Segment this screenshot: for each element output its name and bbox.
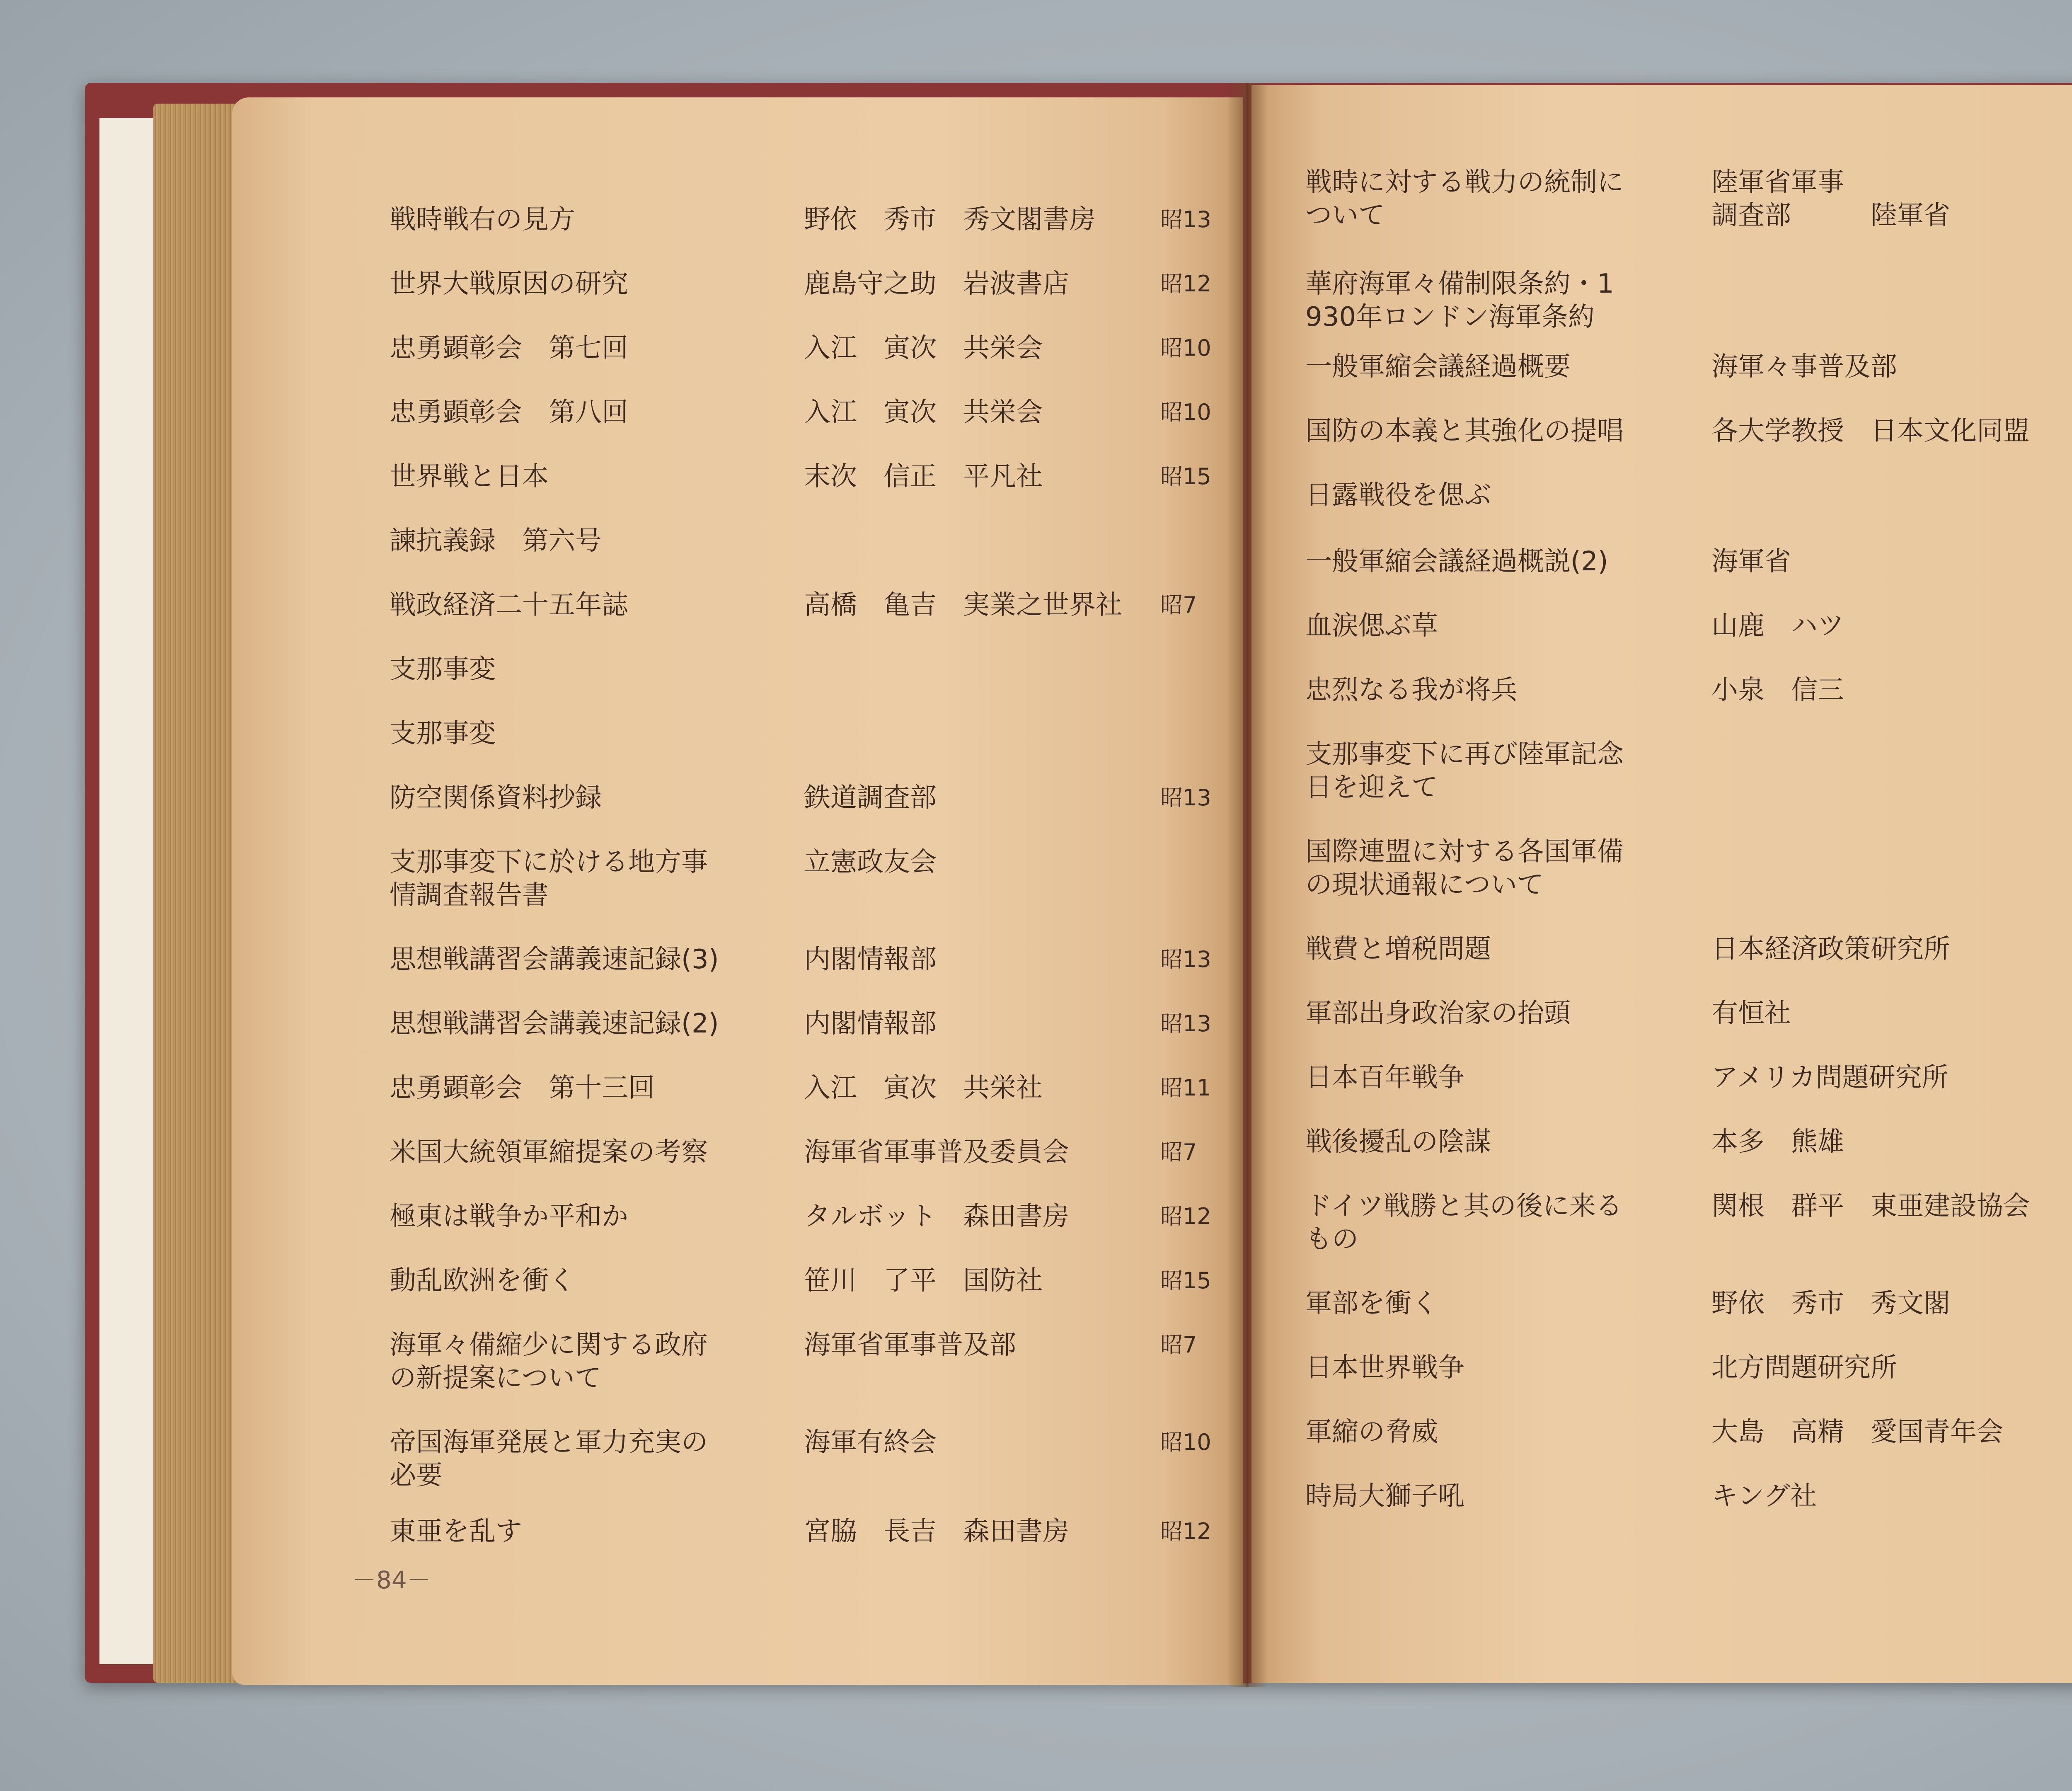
entry-author: 大島 高精 愛国青年会 (1711, 1417, 2003, 1447)
entry-title: 支那事変下に再び陸軍記念 日を迎えて (1305, 739, 1624, 803)
entry-title: 世界戦と日本 (390, 461, 549, 492)
entry-author: キング社 (1711, 1481, 1817, 1512)
entry-title: 海軍々備縮少に関する政府 の新提案について (390, 1330, 708, 1394)
entry-title: 動乱欧洲を衝く (390, 1265, 575, 1296)
entry-author: 海軍省 (1711, 546, 1791, 577)
entry-date: 昭13 (1160, 1011, 1211, 1037)
entry-title: 思想戦講習会講義速記録(2) (390, 1008, 719, 1039)
entry-title: 軍部を衝く (1305, 1288, 1438, 1319)
entry-title: 忠勇顕彰会 第十三回 (390, 1073, 655, 1103)
entry-date: 昭15 (1160, 1268, 1211, 1294)
entry-author: 立憲政友会 (804, 847, 937, 877)
entry-date: 昭13 (1160, 785, 1211, 811)
entry-title: 支那事変 (390, 718, 496, 749)
entry-title: 日本世界戦争 (1305, 1352, 1464, 1383)
entry-title: 忠勇顕彰会 第八回 (390, 397, 628, 428)
entry-title: 一般軍縮会議経過概説(2) (1305, 546, 1608, 577)
entry-author: 鉄道調査部 (804, 783, 937, 813)
entry-title: 軍部出身政治家の抬頭 (1305, 998, 1571, 1029)
entry-date: 昭10 (1160, 1429, 1211, 1455)
entry-title: 帝国海軍発展と軍力充実の 必要 (390, 1427, 708, 1491)
entry-author: 日本経済政策研究所 (1711, 934, 1950, 965)
entry-date: 昭12 (1160, 1518, 1211, 1544)
entry-title: 日本百年戦争 (1305, 1062, 1464, 1093)
entry-author: 鹿島守之助 岩波書店 (804, 269, 1069, 299)
entry-author: 各大学教授 日本文化同盟 (1711, 416, 2030, 446)
entry-title: 東亜を乱す (390, 1516, 522, 1547)
entry-author: 海軍省軍事普及委員会 (804, 1137, 1069, 1168)
left-page (232, 97, 1243, 1685)
entry-author: タルボット 森田書房 (804, 1201, 1069, 1232)
entry-author: 陸軍省軍事 調査部 陸軍省 (1711, 167, 1950, 231)
entry-author: 野依 秀市 秀文閣書房 (804, 204, 1096, 235)
entry-title: 日露戦役を偲ぶ (1305, 480, 1491, 511)
entry-author: 入江 寅次 共栄会 (804, 397, 1043, 428)
entry-author: 笹川 了平 国防社 (804, 1265, 1043, 1296)
entry-title: ドイツ戦勝と其の後に来る もの (1305, 1191, 1622, 1255)
entry-author: 入江 寅次 共栄会 (804, 333, 1043, 364)
entry-author: 海軍省軍事普及部 (804, 1330, 1016, 1360)
entry-date: 昭15 (1160, 463, 1211, 490)
entry-title: 国防の本義と其強化の提唱 (1305, 416, 1624, 446)
entry-title: 戦後擾乱の陰謀 (1305, 1127, 1491, 1157)
entry-title: 華府海軍々備制限条約・1 930年ロンドン海軍条約 (1305, 269, 1614, 332)
entry-author: 海軍々事普及部 (1711, 351, 1897, 382)
entry-date: 昭12 (1160, 1203, 1211, 1229)
entry-author: アメリカ問題研究所 (1711, 1062, 1949, 1093)
entry-date: 昭13 (1160, 206, 1211, 233)
entry-title: 支那事変下に於ける地方事 情調査報告書 (390, 847, 708, 911)
entry-date: 昭13 (1160, 946, 1211, 972)
entry-title: 諫抗義録 第六号 (390, 526, 602, 556)
entry-title: 戦政経済二十五年誌 (390, 590, 628, 620)
entry-title: 血涙偲ぶ草 (1305, 611, 1438, 641)
entry-title: 一般軍縮会議経過概要 (1305, 351, 1571, 382)
entry-author: 入江 寅次 共栄社 (804, 1073, 1043, 1103)
left-endpaper (99, 118, 162, 1664)
entry-author: 小泉 信三 (1711, 675, 1844, 705)
entry-title: 防空関係資料抄録 (390, 783, 602, 813)
entry-date: 昭7 (1160, 1139, 1197, 1165)
entry-title: 極東は戦争か平和か (390, 1201, 628, 1232)
entry-title: 軍縮の脅威 (1305, 1417, 1438, 1447)
entry-author: 高橋 亀吉 実業之世界社 (804, 590, 1122, 620)
entry-author: 有恒社 (1711, 998, 1791, 1029)
entry-author: 北方問題研究所 (1711, 1352, 1897, 1383)
page-number: －84－ (352, 1566, 431, 1594)
entry-title: 戦費と増税問題 (1305, 934, 1491, 965)
entry-author: 海軍有終会 (804, 1427, 937, 1458)
entry-title: 戦時戦右の見方 (390, 204, 575, 235)
entry-date: 昭10 (1160, 335, 1211, 361)
entry-author: 内閣情報部 (804, 944, 937, 975)
entry-author: 本多 熊雄 (1711, 1127, 1844, 1157)
right-page (1251, 85, 2072, 1683)
entry-title: 国際連盟に対する各国軍備 の現状通報について (1305, 836, 1624, 900)
entry-date: 昭10 (1160, 399, 1211, 425)
entry-title: 支那事変 (390, 654, 496, 685)
entry-date: 昭11 (1160, 1075, 1211, 1101)
entry-author: 末次 信正 平凡社 (804, 461, 1043, 492)
entry-date: 昭12 (1160, 271, 1211, 297)
entry-title: 忠勇顕彰会 第七回 (390, 333, 628, 364)
entry-title: 時局大獅子吼 (1305, 1481, 1464, 1512)
entry-title: 世界大戦原因の研究 (390, 269, 628, 299)
entry-title: 忠烈なる我が将兵 (1305, 675, 1518, 705)
entry-author: 野依 秀市 秀文閣 (1711, 1288, 1950, 1319)
entry-author: 内閣情報部 (804, 1008, 937, 1039)
entry-author: 宮脇 長吉 森田書房 (804, 1516, 1069, 1547)
entry-date: 昭7 (1160, 1332, 1197, 1358)
entry-title: 戦時に対する戦力の統制に ついて (1305, 167, 1624, 231)
entry-author: 山鹿 ハツ (1711, 611, 1844, 641)
entry-author: 関根 群平 東亜建設協会 (1711, 1191, 2030, 1221)
book-gutter (1227, 83, 1268, 1687)
entry-date: 昭7 (1160, 592, 1197, 618)
entry-title: 米国大統領軍縮提案の考察 (390, 1137, 708, 1168)
entry-title: 思想戦講習会講義速記録(3) (390, 944, 719, 975)
